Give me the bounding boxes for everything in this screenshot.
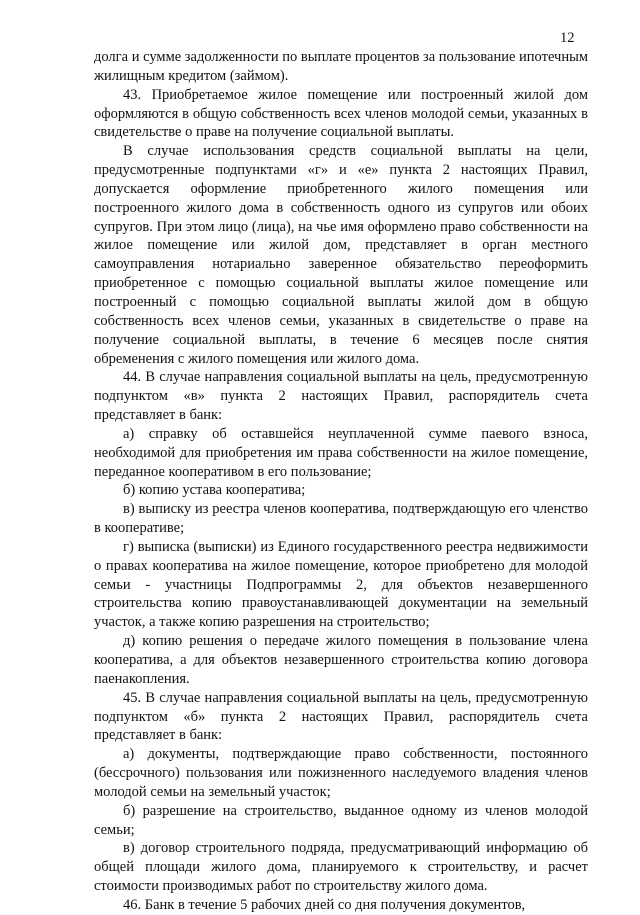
paragraph-43: 43. Приобретаемое жилое помещение или построенный жилой дом оформляются в общую собственность всех членов молодой семьи, указанных в свидетельстве о праве на получение социальной выплаты. xyxy=(94,86,588,141)
paragraph-45-b: б) разрешение на строительство, выданное одному из членов молодой семьи; xyxy=(94,802,588,838)
paragraph-44-v: в) выписку из реестра членов кооператива, подтверждающую его членство в кооперативе; xyxy=(94,501,588,537)
paragraph-44-b: б) копию устава кооператива; xyxy=(123,482,306,499)
paragraph-46: 46. Банк в течение 5 рабочих дней со дня получения документов, xyxy=(123,896,526,913)
page-number: 12 xyxy=(560,30,575,46)
paragraph-45-a: а) документы, подтверждающие право собственности, постоянного (бессрочного) пользования или пожизненного наследуемого владения членов молодой семьи на земельный участок; xyxy=(94,746,588,800)
paragraph-44-a: а) справку об оставшейся неуплаченной сумме паевого взноса, необходимой для приобретения им права собственности на жилое помещение, переданное кооперативом в его пользование; xyxy=(94,425,588,480)
paragraph-44-g: г) выписка (выписки) из Единого государственного реестра недвижимости о правах кооператива на жилое помещение, которое приобретено для молодой семьи - участницы Подпрограммы 2, для объектов незавершенного строительства копию правоустанавливающей документации на земельный участок, а также копию разрешения на строительство; xyxy=(94,538,588,631)
paragraph-44: 44. В случае направления социальной выплаты на цель, предусмотренную подпунктом «в» пункта 2 настоящих Правил, распорядитель счета представляет в банк: xyxy=(94,369,588,424)
paragraph-45: 45. В случае направления социальной выплаты на цель, предусмотренную подпунктом «б» пункта 2 настоящих Правил, распорядитель счета представляет в банк: xyxy=(94,689,588,744)
paragraph-44-d: д) копию решения о передаче жилого помещения в пользование члена кооператива, а для объектов незавершенного строительства копию договора паенакопления. xyxy=(94,633,588,687)
paragraph-45-v: в) договор строительного подряда, предусматривающий информацию об общей площади жилого дома, планируемого к строительству, и расчет стоимости производимых работ по строительству жилого дома. xyxy=(94,840,588,895)
paragraph-continuation: долга и сумме задолженности по выплате процентов за пользование ипотечным жилищным кредитом (займом). xyxy=(94,49,588,84)
paragraph-43-ownership: В случае использования средств социальной выплаты на цели, предусмотренные подпунктами «г» и «е» пункта 2 настоящих Правил, допускается оформление приобретенного жилого помещения или построенного жилого дома в собственность одного из супругов или обоих супругов. При этом лицо (лица), на чье имя оформлено право собственности на жилое помещение или жилой дом, представляет в орган местного самоуправления нотариально заверенное обязательство переоформить приобретенное с помощью социальной выплаты жилое помещение или построенный с помощью социальной выплаты жилой дом в общую собственность всех членов семьи, указанных в свидетельстве о праве на получение социальной выплаты, в течение 6 месяцев после снятия обременения с жилого помещения или жилого дома. xyxy=(94,143,588,367)
document-body xyxy=(94,48,588,915)
